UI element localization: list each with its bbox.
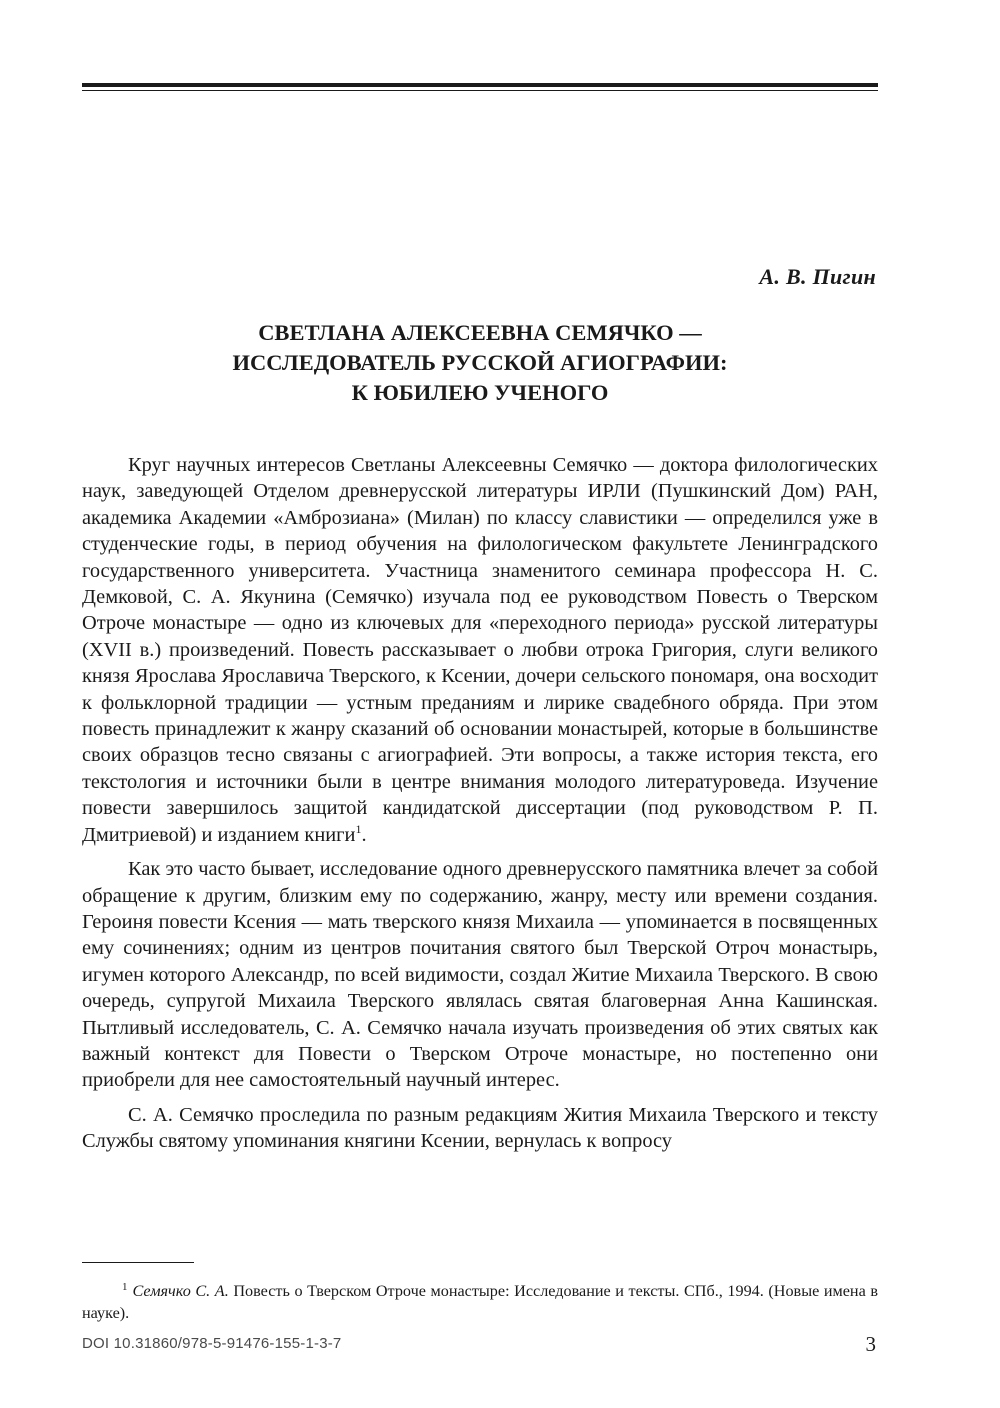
paragraph-text: Круг научных интересов Светланы Алексеевны Семячко — доктора филологических наук, заведующей Отделом древнерусской литературы ИРЛИ (Пушкинский Дом) РАН, академика Академии «Амброзиана» (Милан) по классу славистики — определился уже в студенческие годы, в период обучения на филологическом факультете Ленинградского государственного университета. Участница знаменитого семинара профессора Н. С. Демковой, С. А. Якунина (Семячко) изучала под ее руководством Повесть о Тверском Отроче монастыре — одно из ключевых для «переходного периода» русской литературы (XVII в.) произведений. Повесть рассказывает о любви отрока Григория, слуги великого князя Ярослава Ярославича Тверского, к Ксении, дочери сельского пономаря, она восходит к фольклорной традиции — устным преданиям и лирике свадебного обряда. При этом повесть принадлежит к жанру сказаний об основании монастырей, которые в большинстве своих образцов тесно связаны с агиографией. Эти вопросы, а также история текста, его текстология и источники были в центре внимания молодого литературоведа. Изучение повести завершилось защитой кандидатской диссертации (под руководством Р. П. Дмитриевой) и изданием книги [82,454,878,846]
footnote-separator [82,1262,194,1263]
title-line: К ЮБИЛЕЮ УЧЕНОГО [351,380,609,405]
body-paragraph: Круг научных интересов Светланы Алексеевны Семячко — доктора филологических наук, заведующей Отделом древнерусской литературы ИРЛИ (Пушкинский Дом) РАН, академика Академии «Амброзиана» (Милан) по классу славистики — определился уже в студенческие годы, в период обучения на филологическом факультете Ленинградского государственного университета. Участница знаменитого семинара профессора Н. С. Демковой, С. А. Якунина (Семячко) изучала под ее руководством Повесть о Тверском Отроче монастыре — одно из ключевых для «переходного периода» русской литературы (XVII в.) произведений. Повесть рассказывает о любви отрока Григория, слуги великого князя Ярослава Ярославича Тверского, к Ксении, дочери сельского пономаря, она восходит к фольклорной традиции — устным преданиям и лирике свадебного обряда. При этом повесть принадлежит к жанру сказаний об основании монастырей, которые в большинстве своих образцов тесно связаны с агиографией. Эти вопросы, а также история текста, его текстология и источники были в центре внимания молодого литературоведа. Изучение повести завершилось защитой кандидатской диссертации (под руководством Р. П. Дмитриевой) и изданием книги$^1$. [82,454,878,846]
footnote-reference[interactable]: 1 [355,821,362,836]
page-number: 3 [865,1332,876,1356]
title-line: СВЕТЛАНА АЛЕКСЕЕВНА СЕМЯЧКО — [258,320,702,345]
footnote-mark: 1 [122,1281,128,1293]
article-author: А. В. Пигин [759,264,876,289]
article-title [82,318,878,408]
body-paragraph: С. А. Семячко проследила по разным редакциям Жития Михаила Тверского и тексту Службы святому упоминания княгини Ксении, вернулась к вопросу [82,1103,878,1153]
header-rule-thin [82,90,878,91]
doi-label: DOI 10.31860/978-5-91476-155-1-3-7 [82,1335,342,1352]
article-body [82,452,878,1163]
title-line: ИССЛЕДОВАТЕЛЬ РУССКОЙ АГИОГРАФИИ: [232,350,728,375]
footnote-text: Повесть о Тверском Отроче монастыре: Исследование и тексты. СПб., 1994. (Новые имена в науке). [82,1282,878,1322]
footnote-author: Семячко С. А. [132,1282,229,1300]
body-paragraph: Как это часто бывает, исследование одного древнерусского памятника влечет за собой обращение к другим, близким ему по содержанию, жанру, месту или времени создания. Героиня повести Ксения — мать тверского князя Михаила — упоминается в посвященных ему сочинениях; одним из центров почитания святого был Тверской Отроч монастырь, игумен которого Александр, по всей видимости, создал Житие Михаила Тверского. В свою очередь, супругой Михаила Тверского являлась святая благоверная Анна Кашинская. Пытливый исследователь, С. А. Семячко начала изучать произведения об этих святых как важный контекст для Повести о Тверском Отроче монастыре, но постепенно они приобрели для нее самостоятельный научный интерес. [82,858,878,1092]
header-rule-thick [82,83,878,87]
footnote [82,1276,878,1324]
